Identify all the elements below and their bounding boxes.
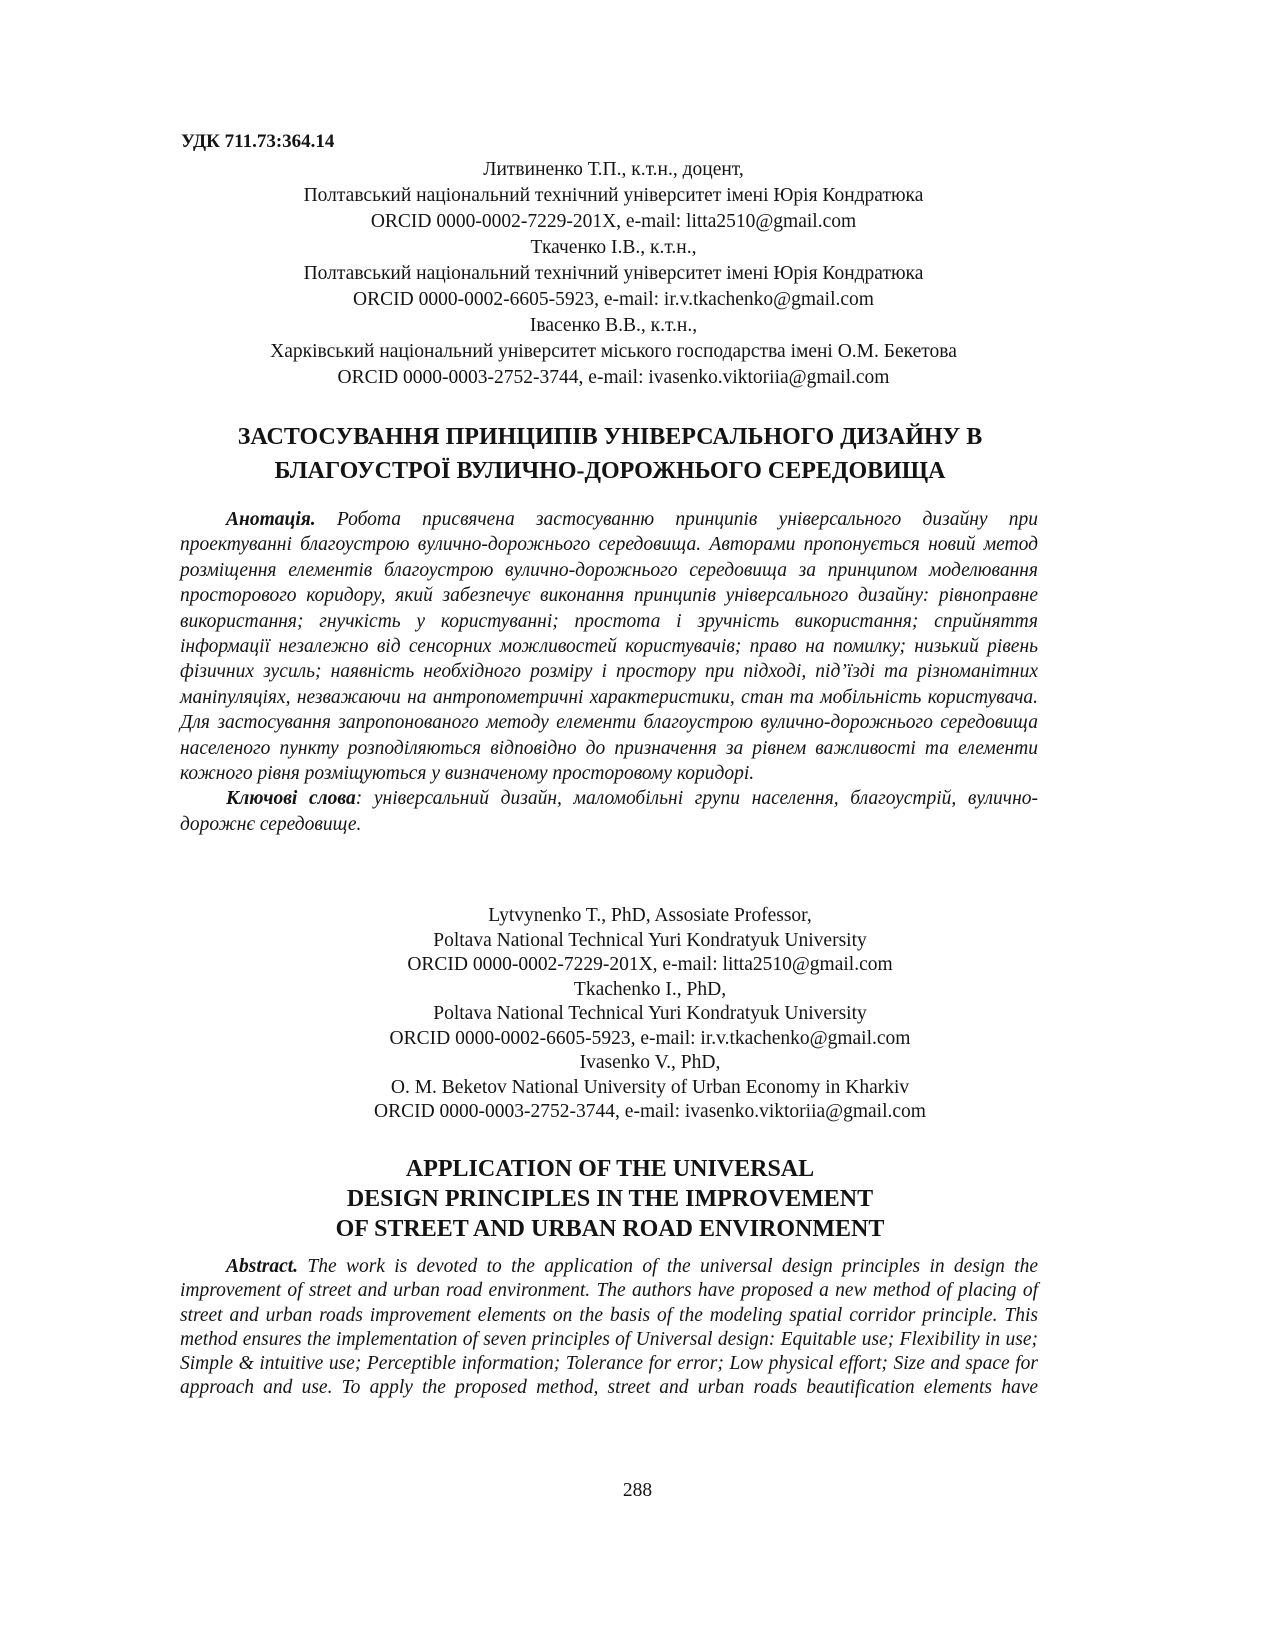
author-affiliation: Полтавський національний технічний університет імені Юрія Кондратюка (303, 263, 924, 284)
author-orcid: ORCID 0000-0003-2752-3744, e-mail: ivasenko.viktoriia@gmail.com (337, 367, 890, 388)
abstract-en (180, 1255, 1038, 1401)
author-line: Ткаченко І.В., к.т.н., (530, 237, 697, 258)
title-line: DESIGN PRINCIPLES IN THE IMPROVEMENT (346, 1186, 874, 1212)
author-affiliation: Полтавський національний технічний університет імені Юрія Кондратюка (303, 185, 924, 206)
authors-block-uk (190, 157, 1037, 391)
keywords-text: : універсальний дизайн, маломобільні групи населення, благоустрій, вулично-дорожнє середовище. (180, 788, 1038, 835)
author-orcid: ORCID 0000-0002-7229-201X, e-mail: litta2510@gmail.com (407, 954, 893, 975)
author-line: Tkachenko I., PhD, (573, 978, 727, 1000)
abstract-label: Анотація. (226, 509, 316, 530)
abstract-text: Робота присвячена застосуванню принципів універсального дизайну при проектуванні благоустрою вулично-дорожнього середовища. Авторами пропонується новий метод розміщення елементів благоустрою вулично-дорожнього середовища за принципом моделювання просторового коридору, який забезпечує виконання принципів універсального дизайну: рівноправне використання; гнучкість у користуванні; простота і зручність використання; сприйняття інформації незалежно від сенсорних можливостей користувачів; право на помилку; низький рівень фізичних зусиль; наявність необхідного розміру і простору при підході, під’їзді та різноманітних маніпуляціях, незважаючи на антропометричні характеристики, стан та мобільність користувача. Для застосування запропонованого методу елементи благоустрою вулично-дорожнього середовища населеного пункту розподіляються відповідно до призначення за рівнем важливості та елементи кожного рівня розміщуються у визначеному просторовому коридорі. (180, 509, 1038, 785)
author-line: Lytvynenko T., PhD, Assosiate Professor, (488, 905, 812, 926)
authors-block-en (280, 904, 1020, 1125)
paper-title-en (180, 1154, 1040, 1244)
page-number: 288 (622, 1480, 653, 1501)
author-affiliation: Харківський національний університет міського господарства імені О.М. Бекетова (270, 341, 957, 362)
author-line: Ivasenko V., PhD, (579, 1052, 721, 1073)
author-affiliation: Poltava National Technical Yuri Kondratyuk University (433, 929, 867, 951)
author-affiliation: Poltava National Technical Yuri Kondratyuk University (433, 1003, 867, 1024)
title-line: БЛАГОУСТРОЇ ВУЛИЧНО-ДОРОЖНЬОГО СЕРЕДОВИЩА (274, 458, 946, 484)
keywords-paragraph (180, 786, 1038, 837)
author-orcid: ORCID 0000-0003-2752-3744, e-mail: ivasenko.viktoriia@gmail.com (374, 1101, 926, 1122)
author-line: Литвиненко Т.П., к.т.н., доцент, (483, 159, 744, 180)
udk-code: УДК 711.73:364.14 (181, 131, 335, 152)
title-line: APPLICATION OF THE UNIVERSAL (405, 1156, 815, 1182)
author-affiliation: O. M. Beketov National University of Urban Economy in Kharkiv (390, 1076, 910, 1098)
keywords-label: Ключові слова (226, 788, 356, 810)
abstract-uk (180, 507, 1038, 837)
author-orcid: ORCID 0000-0002-6605-5923, e-mail: ir.v.tkachenko@gmail.com (389, 1027, 911, 1049)
author-orcid: ORCID 0000-0002-6605-5923, e-mail: ir.v.tkachenko@gmail.com (353, 289, 874, 310)
paper-title-uk (180, 420, 1040, 488)
abstract-label: Abstract. (226, 1256, 299, 1277)
abstract-text: The work is devoted to the application of the universal design principles in design the improvement of street and urban road environment. The authors have proposed a new method of placing of street and urban roads improvement elements on the basis of the modeling spatial corridor principle. This method ensures the implementation of seven principles of Universal design: Equitable use; Flexibility in use; Simple & intuitive use; Perceptible information; Tolerance for error; Low physical effort; Size and space for approach and use. To apply the proposed method, street and urban roads beautification elements have (180, 1256, 1038, 1399)
author-orcid: ORCID 0000-0002-7229-201X, e-mail: litta2510@gmail.com (370, 211, 857, 232)
abstract-paragraph (180, 1255, 1038, 1401)
title-line: ЗАСТОСУВАННЯ ПРИНЦИПІВ УНІВЕРСАЛЬНОГО ДИЗАЙНУ В (237, 424, 983, 450)
title-line: OF STREET AND URBAN ROAD ENVIRONMENT (335, 1216, 885, 1242)
author-line: Івасенко В.В., к.т.н., (529, 315, 698, 336)
abstract-paragraph (180, 507, 1038, 786)
